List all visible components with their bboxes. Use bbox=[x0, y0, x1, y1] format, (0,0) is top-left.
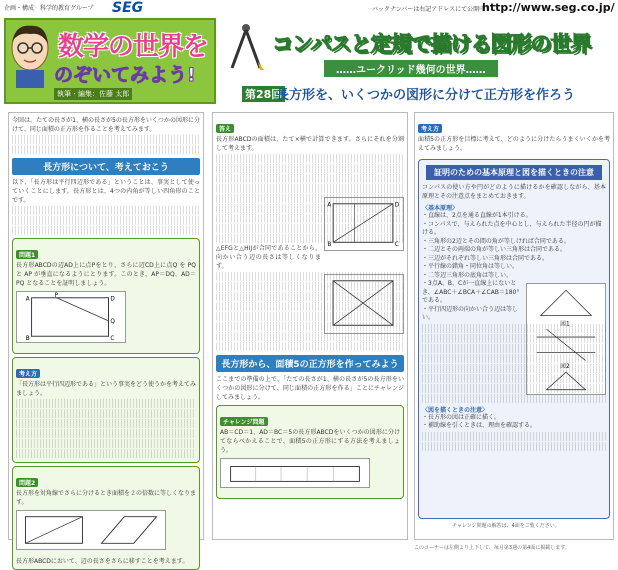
hint-text: 「長方形は平行四辺形である」という事実をどう使うかを考えてみましょう。 bbox=[16, 381, 197, 397]
principle-item: ・二辺とその両端の角が等しい三角形は合同である。 bbox=[422, 246, 567, 253]
approach-label: 考え方 bbox=[418, 124, 442, 133]
rectangle-figure bbox=[16, 291, 126, 343]
answer-body: 長方形ABCDの面積は、たて×横で計算できます。さらにそれを分割して考えます。 bbox=[216, 136, 404, 152]
series-subtitle: のぞいてみよう! bbox=[54, 64, 196, 86]
intro-text: 今回は、たての長さが1、横の長さが5の長方形をいくつかの図形に分けて、同じ面積の正方形を作ることを考えてみます。 bbox=[12, 117, 200, 133]
hint-box bbox=[12, 357, 200, 463]
headline-subtitle: ……ユークリッド幾何の世界…… bbox=[324, 60, 498, 77]
series-title-box bbox=[4, 18, 216, 104]
author-credit: 執筆・編集：佐藤 太郎 bbox=[54, 88, 132, 100]
challenge-box bbox=[216, 405, 404, 499]
problem-2-box bbox=[12, 466, 200, 570]
problem-2-label: 問題2 bbox=[16, 478, 38, 487]
series-title: 数学の世界を bbox=[58, 32, 209, 62]
challenge-answer-note: チャレンジ問題の解答は、4面をご覧ください。 bbox=[452, 523, 560, 529]
seg-logo: SEG bbox=[112, 0, 144, 16]
problem-1-box bbox=[12, 238, 200, 354]
episode-badge: 第28回 bbox=[242, 86, 285, 102]
svg-text:A: A bbox=[327, 202, 332, 209]
drawing-note-item: ・長方形の図は正確に描く。 bbox=[422, 413, 500, 421]
section-title-square: 長方形から、面積5の正方形を作ってみよう bbox=[216, 355, 404, 372]
problem-1-text: 長方形ABCDの辺AD上に点Pをとり、さらに辺CD上に点Q を PQ と AP が垂直になるようにとります。このとき、AP＝DQ、AD＝PQ となることを証明しましょう。 bbox=[16, 262, 196, 287]
footer-note: このコーナーは左側より上下して、毎月第3週の第4面に掲載します。 bbox=[414, 545, 570, 551]
principle-item: ・直線は、2点を通る直線が1本引ける。 bbox=[422, 212, 532, 219]
figure-label: 図2 bbox=[560, 364, 570, 371]
column-right bbox=[414, 112, 614, 540]
section-body: 以下、「長方形は平行四辺形である」ということは、事実として使っていくことにします。長方形とは、4つの内角が等しい四角形のことです。 bbox=[12, 179, 200, 204]
congruence-body: △EFGと△HIJが合同であることから、向かい合う辺の長さは等しくなります。 bbox=[216, 245, 321, 270]
author-face-icon bbox=[8, 22, 52, 88]
principle-item: ・三角形の2辺とその間の角が等しければ合同である。 bbox=[422, 237, 570, 245]
challenge-figure bbox=[220, 458, 370, 488]
svg-text:C: C bbox=[110, 336, 115, 343]
principle-item: ・三辺がそれぞれ等しい三角形は合同である。 bbox=[422, 254, 549, 262]
summary-title: 証明のための基本原理と図を描くときの注意 bbox=[426, 165, 602, 180]
svg-text:D: D bbox=[110, 296, 115, 303]
basic-principles-label: 〈基本原理〉 bbox=[422, 205, 459, 212]
headline-title: コンパスと定規で描ける図形の世界 bbox=[272, 32, 591, 56]
parallelogram-figure bbox=[16, 510, 166, 550]
section-title-rectangle: 長方形について、考えておこう bbox=[12, 158, 200, 175]
principle-item: ・平行線の錯角・同位角は等しい。 bbox=[422, 263, 519, 270]
svg-text:B: B bbox=[327, 242, 332, 249]
principle-item: ・平行四辺形の向かい合う辺は等しい。 bbox=[422, 305, 519, 321]
summary-intro: コンパスの使い方や円がどのように描けるかを確認しながら、基本原理とその注意点をまとめておきます。 bbox=[422, 184, 606, 200]
problem-1-label: 問題1 bbox=[16, 250, 38, 259]
compass-icon bbox=[224, 22, 268, 72]
column-left bbox=[8, 112, 204, 565]
square-body: ここまでの準備の上で、「たての長さが1、横の長さが5の長方形をいくつかの図形に分けて、同じ面積の正方形を作る」ことにチャレンジしてみましょう。 bbox=[216, 376, 404, 401]
principle-item: ・二等辺三角形の底角は等しい。 bbox=[422, 271, 513, 279]
backnumber-note: バックナンバーは右記アドレスにて公開中！ bbox=[372, 6, 492, 13]
svg-text:P: P bbox=[54, 292, 59, 299]
column-middle bbox=[212, 112, 408, 540]
figure-label: 図1 bbox=[560, 321, 570, 328]
challenge-label: チャレンジ問題 bbox=[220, 417, 268, 426]
svg-text:A: A bbox=[25, 296, 30, 303]
summary-box bbox=[418, 159, 610, 519]
principle-item: ・3点A、B、Cが一直線上にないとき、∠ABC＋∠BCA＋∠CAB＝180°である。 bbox=[422, 280, 520, 304]
drawing-notes-label: 〈図を描くときの注意〉 bbox=[422, 406, 489, 414]
hint-label: 考え方 bbox=[16, 369, 40, 378]
problem-2-text: 長方形を対角線でさらに分けるとき面積を２の倍数に等しくなります。 bbox=[16, 490, 197, 506]
svg-text:D: D bbox=[394, 202, 400, 209]
svg-text:B: B bbox=[25, 336, 30, 343]
planner-credit: 企画・構成 科学的教育グループ bbox=[4, 5, 94, 12]
approach-text: 面積5の正方形を目標に考えて、どのように分けたらうまくいくかを考えてみましょう。 bbox=[418, 136, 610, 152]
headline-box bbox=[220, 18, 614, 104]
challenge-text: AB＝CD＝1、AD＝BC＝5の長方形ABCDをいくつかの図形に分けてならべかえることで、面積5の正方形にする方法を考えましょう。 bbox=[220, 429, 400, 454]
svg-text:Q: Q bbox=[110, 318, 115, 325]
site-url-link[interactable]: http://www.seg.co.jp/ bbox=[482, 1, 615, 14]
svg-text:C: C bbox=[394, 242, 399, 249]
episode-title: 長方形を、いくつかの図形に分けて正方形を作ろう bbox=[276, 88, 576, 103]
top-strip bbox=[0, 0, 618, 16]
problem-2-note: 長方形ABCDにおいて、辺の長さをさらに移すことを考えます。 bbox=[16, 558, 189, 565]
principle-item: ・コンパスで、与えられた点を中心とし、与えられた半径の円が描ける。 bbox=[422, 220, 602, 236]
drawing-note-item: ・補助線を引くときは、理由を確認する。 bbox=[422, 422, 537, 429]
answer-label: 答え bbox=[216, 124, 234, 133]
